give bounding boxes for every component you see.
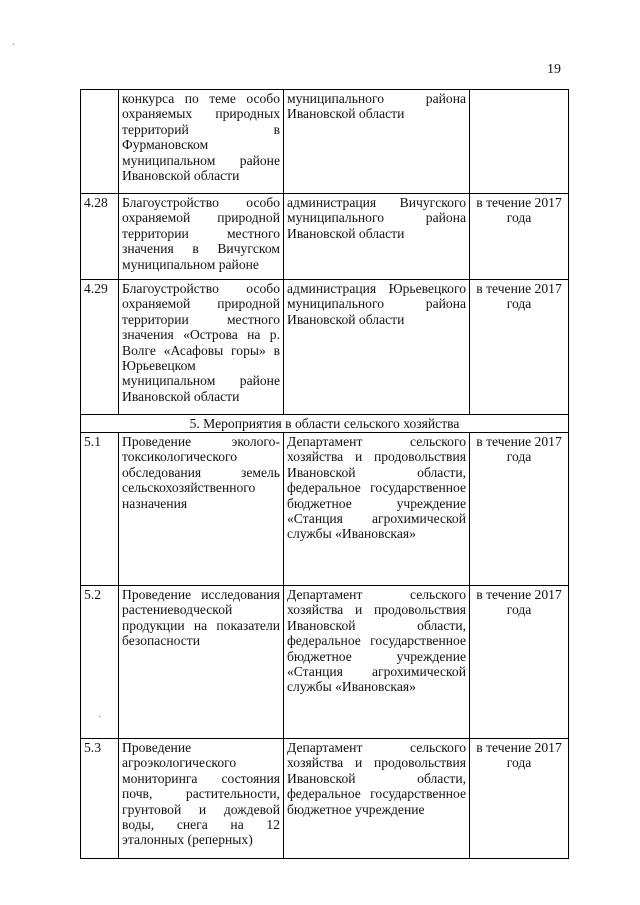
measure-name: Благоустройство особо охраняемой природной территории местного значения в Вичугском муниципальном районе	[119, 194, 284, 280]
measure-name: Проведение исследования растениеводческой продукции на показатели безопасности	[119, 586, 284, 739]
term	[470, 90, 569, 194]
executor: Департамент сельского хозяйства и продовольствия Ивановской области, федеральное государственное бюджетное учреждение «Станция агрохимической службы «Ивановская»	[284, 586, 470, 739]
row-number: 5.3	[81, 739, 119, 859]
row-number: 5.1	[81, 433, 119, 586]
measure-name: Благоустройство особо охраняемой природной территории местного значения «Острова на р. Волге «Асафовы горы» в Юрьевецком муниципальном районе Ивановской области	[119, 280, 284, 415]
executor: муниципального района Ивановской области	[284, 90, 470, 194]
section-title: 5. Мероприятия в области сельского хозяйства	[81, 415, 569, 433]
table-row	[81, 280, 569, 415]
table-row	[81, 90, 569, 194]
term: в течение 2017 года	[470, 739, 569, 859]
table-row	[81, 433, 569, 586]
page-number: 19	[547, 62, 561, 77]
table-row	[81, 739, 569, 859]
row-number	[81, 90, 119, 194]
section-header-row	[81, 415, 569, 433]
row-number: 4.28	[81, 194, 119, 280]
executor: Департамент сельского хозяйства и продовольствия Ивановской области, федеральное государственное бюджетное учреждение	[284, 739, 470, 859]
executor: Департамент сельского хозяйства и продовольствия Ивановской области, федеральное государственное бюджетное учреждение «Станция агрохимической службы «Ивановская»	[284, 433, 470, 586]
executor: администрация Юрьевецкого муниципального района Ивановской области	[284, 280, 470, 415]
measure-name: Проведение эколого-токсикологического обследования земель сельскохозяйственного назначения	[119, 433, 284, 586]
term: в течение 2017 года	[470, 433, 569, 586]
executor: администрация Вичугского муниципального района Ивановской области	[284, 194, 470, 280]
scan-speck: ·	[98, 712, 102, 723]
row-number: 4.29	[81, 280, 119, 415]
table-row	[81, 194, 569, 280]
table-row	[81, 586, 569, 739]
measures-table	[80, 89, 569, 859]
term: в течение 2017 года	[470, 194, 569, 280]
term: в течение 2017 года	[470, 586, 569, 739]
measure-name: Проведение агроэкологического мониторинга состояния почв, растительности, грунтовой и дождевой воды, снега на 12 эталонных (реперных)	[119, 739, 284, 859]
term: в течение 2017 года	[470, 280, 569, 415]
scan-speck: ·	[12, 40, 16, 51]
measure-name: конкурса по теме особо охраняемых природных территорий в Фурмановском муниципальном районе Ивановской области	[119, 90, 284, 194]
row-number: 5.2	[81, 586, 119, 739]
